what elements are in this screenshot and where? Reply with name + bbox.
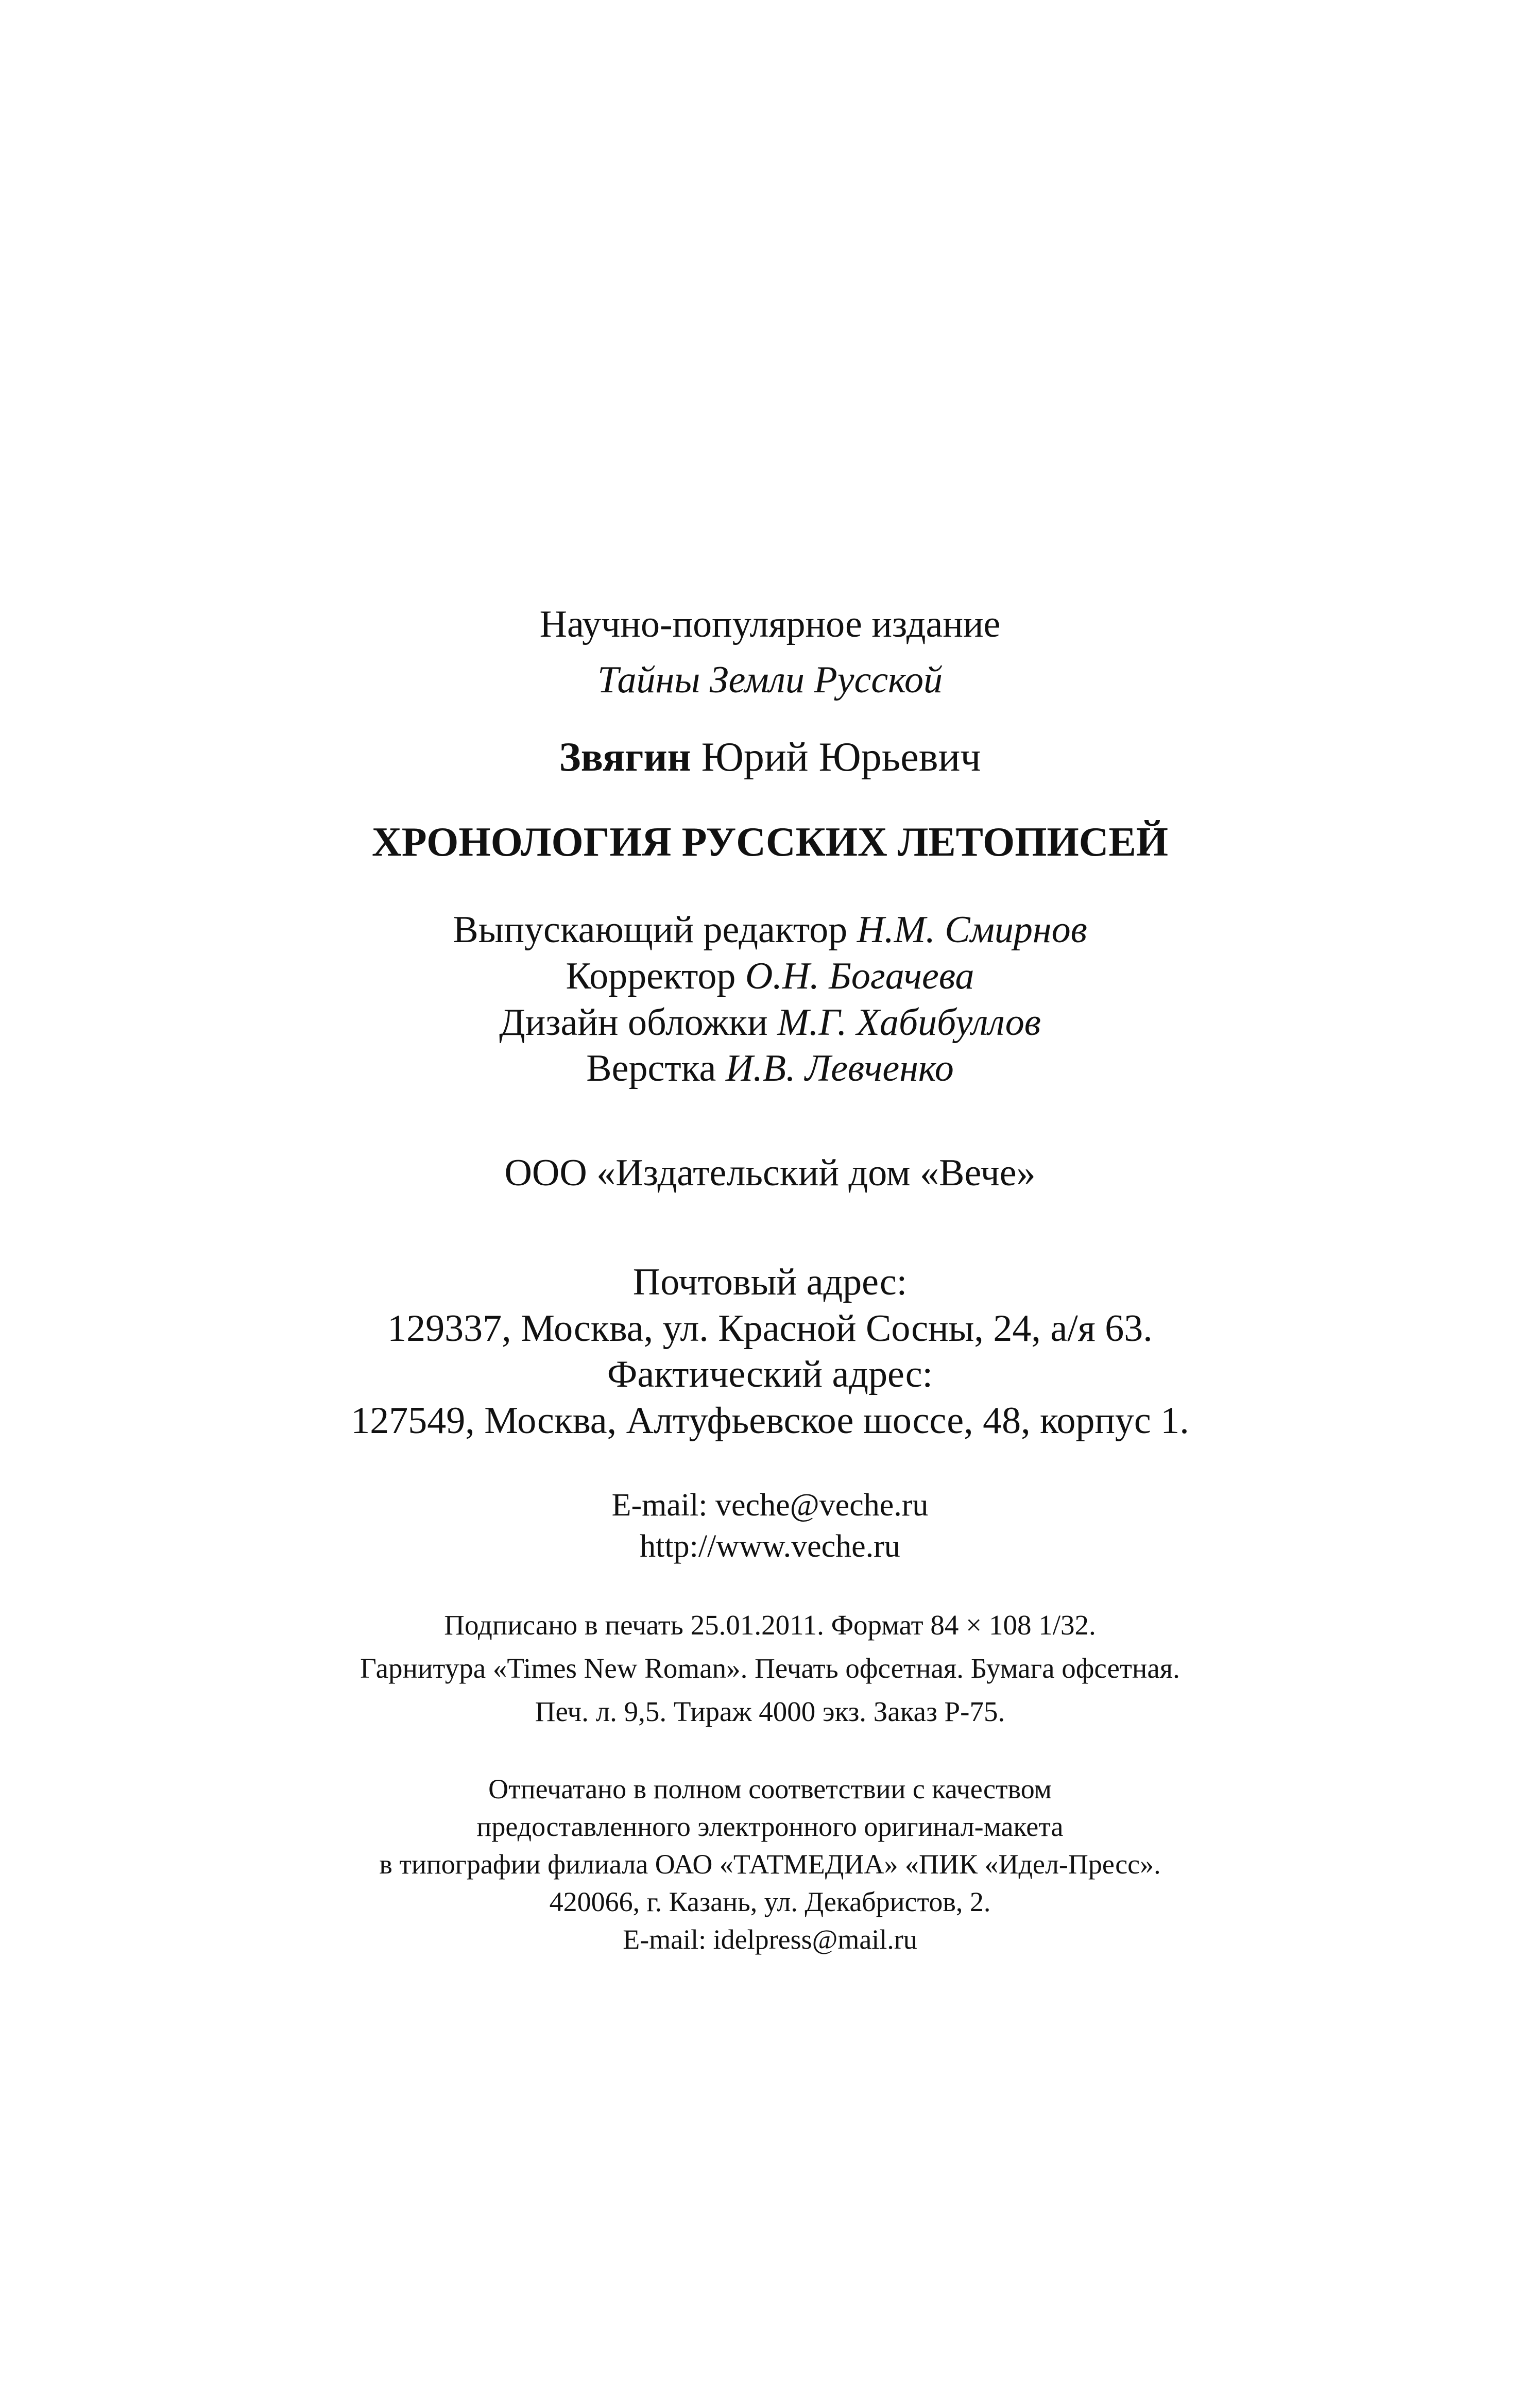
print-info-line: Подписано в печать 25.01.2011. Формат 84 × 108 1/32. <box>444 1609 1096 1641</box>
printer-info-line: в типографии филиала ОАО «ТАТМЕДИА» «ПИК «Идел-Пресс». <box>379 1849 1161 1880</box>
printer-info-line: 420066, г. Казань, ул. Декабристов, 2. <box>549 1886 991 1917</box>
author-surname: Звягин <box>559 735 691 780</box>
credit-role: Верстка <box>586 1047 716 1089</box>
credit-role: Корректор <box>566 955 736 997</box>
print-info-line: Гарнитура «Times New Roman». Печать офсетная. Бумага офсетная. <box>360 1653 1180 1684</box>
credit-line <box>0 1003 1540 1042</box>
actual-address: 127549, Москва, Алтуфьевское шоссе, 48, корпус 1. <box>351 1400 1189 1442</box>
credit-name: Н.М. Смирнов <box>857 909 1087 951</box>
credit-role: Выпускающий редактор <box>453 909 848 951</box>
credit-name: М.Г. Хабибуллов <box>777 1001 1041 1044</box>
author-line <box>0 737 1540 778</box>
credit-name: И.В. Левченко <box>725 1047 954 1089</box>
series-title: Тайны Земли Русской <box>597 659 943 701</box>
credit-line <box>0 957 1540 995</box>
publisher-email: E-mail: veche@veche.ru <box>611 1488 929 1523</box>
author-given-names: Юрий Юрьевич <box>701 735 981 780</box>
edition-type: Научно-популярное издание <box>539 603 1001 645</box>
printer-info-line: предоставленного электронного оригинал-макета <box>476 1811 1064 1842</box>
publisher-website: http://www.veche.ru <box>640 1529 900 1564</box>
postal-address-label: Почтовый адрес: <box>632 1261 908 1303</box>
credit-name: О.Н. Богачева <box>745 955 974 997</box>
book-title: ХРОНОЛОГИЯ РУССКИХ ЛЕТОПИСЕЙ <box>371 820 1169 865</box>
postal-address: 129337, Москва, ул. Красной Сосны, 24, а/я 63. <box>387 1307 1153 1350</box>
publisher-name: ООО «Издательский дом «Вече» <box>504 1152 1036 1194</box>
printer-email: E-mail: idelpress@mail.ru <box>623 1924 917 1955</box>
credit-line <box>0 1049 1540 1087</box>
printer-info-line: Отпечатано в полном соответствии с качеством <box>488 1774 1052 1804</box>
print-info-line: Печ. л. 9,5. Тираж 4000 экз. Заказ Р-75. <box>535 1696 1005 1727</box>
credit-line <box>0 911 1540 949</box>
credit-role: Дизайн обложки <box>499 1001 768 1044</box>
actual-address-label: Фактический адрес: <box>607 1353 933 1395</box>
